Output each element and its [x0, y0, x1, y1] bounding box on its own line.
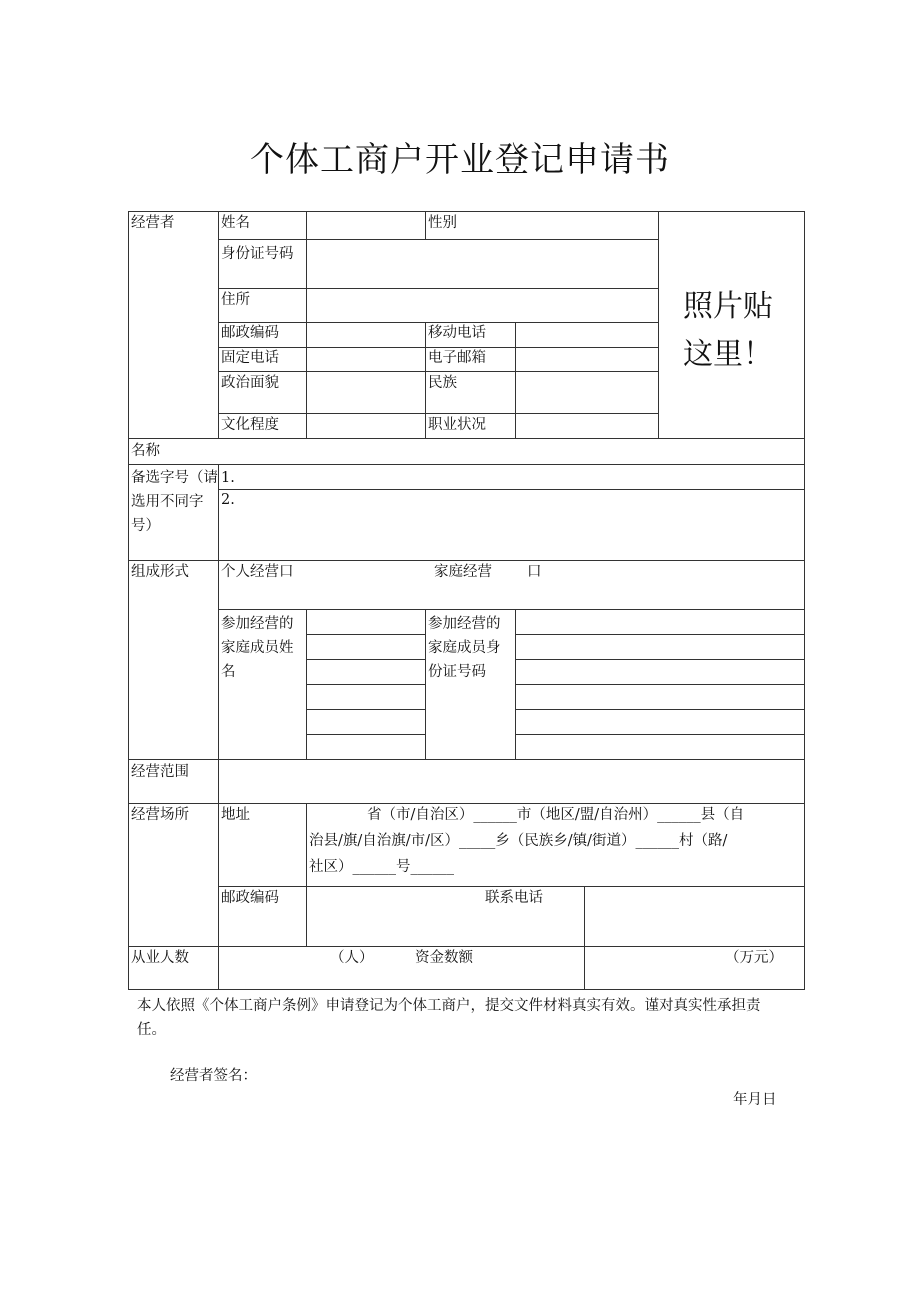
family-option: 家庭经营 [434, 564, 492, 580]
col-line [218, 211, 219, 438]
premises-postal-code-label: 邮政编码 [221, 890, 279, 906]
col-line [425, 609, 426, 759]
email-label: 电子邮箱 [428, 350, 486, 366]
photo-text-line2: 这里！ [683, 337, 773, 372]
address-line3: 社区）______号______ [309, 859, 454, 875]
col-line [306, 239, 307, 438]
row-line [306, 634, 425, 635]
col-line [515, 322, 516, 438]
capital-unit: （万元） [725, 950, 783, 966]
member-id-label-line2: 家庭成员身 [428, 640, 501, 656]
row-line [218, 288, 658, 289]
row-line [218, 489, 805, 490]
contact-phone-label: 联系电话 [485, 890, 543, 906]
row-line [306, 684, 425, 685]
row-line [306, 659, 425, 660]
col-line [218, 560, 219, 759]
member-name-label-line2: 家庭成员姓 [221, 640, 294, 656]
member-id-label-line1: 参加经营的 [428, 616, 501, 632]
col-line [218, 946, 219, 989]
ethnicity-label: 民族 [428, 375, 457, 391]
col-line [218, 759, 219, 803]
name-label: 姓名 [221, 215, 250, 231]
member-name-label-line1: 参加经营的 [221, 616, 294, 632]
col-line [515, 609, 516, 759]
education-label: 文化程度 [221, 417, 279, 433]
col-line [306, 803, 307, 946]
row-line [306, 734, 425, 735]
row-line [128, 464, 805, 465]
col-line [306, 211, 307, 239]
id-number-label: 身份证号码 [221, 246, 294, 262]
photo-placeholder [683, 283, 803, 379]
operator-section-label: 经营者 [131, 215, 175, 231]
col-line [218, 464, 219, 560]
gender-label: 性别 [428, 215, 457, 231]
alt-names-label-line2: 选用不同字 [131, 494, 204, 510]
date-label: 年月日 [733, 1092, 777, 1108]
composition-label: 组成形式 [131, 564, 189, 580]
alt-names-label-line1: 备选字号（请 [131, 470, 218, 486]
row-line [515, 659, 805, 660]
row-line [128, 759, 805, 760]
address-line1: 省（市/自治区）______市（地区/盟/自治州）______县（自 [367, 807, 745, 823]
table-border-right [804, 211, 805, 990]
photo-text-line1: 照片贴 [683, 289, 773, 324]
capital-label: 资金数额 [415, 950, 473, 966]
postal-code-label: 邮政编码 [221, 325, 279, 341]
col-line [306, 609, 307, 759]
staff-count-label: 从业人数 [131, 950, 189, 966]
individual-option: 个人经营口 [221, 564, 294, 580]
residence-label: 住所 [221, 292, 250, 308]
staff-unit: （人） [330, 950, 374, 966]
row-line [218, 239, 658, 240]
premises-label: 经营场所 [131, 807, 189, 823]
signature-label: 经营者签名： [170, 1068, 257, 1084]
member-id-label-line3: 份证号码 [428, 664, 486, 680]
family-checkbox: 口 [527, 564, 542, 580]
alt-name-option-1: 1. [221, 470, 235, 486]
row-line [515, 734, 805, 735]
business-name-label: 名称 [131, 443, 160, 459]
occupation-label: 职业状况 [428, 417, 486, 433]
address-line2: 治县/旗/自治旗/市/区）_____乡（民族乡/镇/街道）______村（路/ [309, 833, 728, 849]
alt-names-label-line3: 号） [131, 518, 160, 534]
mobile-label: 移动电话 [428, 325, 486, 341]
declaration-line1: 本人依照《个体工商户条例》申请登记为个体工商户，提交文件材料真实有效。谨对真实性承担责 [137, 998, 761, 1014]
political-status-label: 政治面貌 [221, 375, 279, 391]
col-line [425, 211, 426, 239]
row-line [515, 709, 805, 710]
page-title: 个体工商户开业登记申请书 [250, 140, 670, 180]
scope-label: 经营范围 [131, 764, 189, 780]
address-label: 地址 [221, 807, 250, 823]
col-line [584, 886, 585, 989]
row-line [306, 709, 425, 710]
row-line [515, 634, 805, 635]
col-line [425, 322, 426, 438]
row-line [128, 438, 805, 439]
landline-label: 固定电话 [221, 350, 279, 366]
col-line [658, 211, 659, 438]
row-line [515, 684, 805, 685]
alt-name-option-2: 2. [221, 492, 235, 508]
table-border-left [128, 211, 129, 990]
member-name-label-line3: 名 [221, 664, 236, 680]
table-border-bottom [128, 989, 805, 990]
declaration-line2: 任。 [137, 1022, 166, 1038]
col-line [218, 803, 219, 946]
